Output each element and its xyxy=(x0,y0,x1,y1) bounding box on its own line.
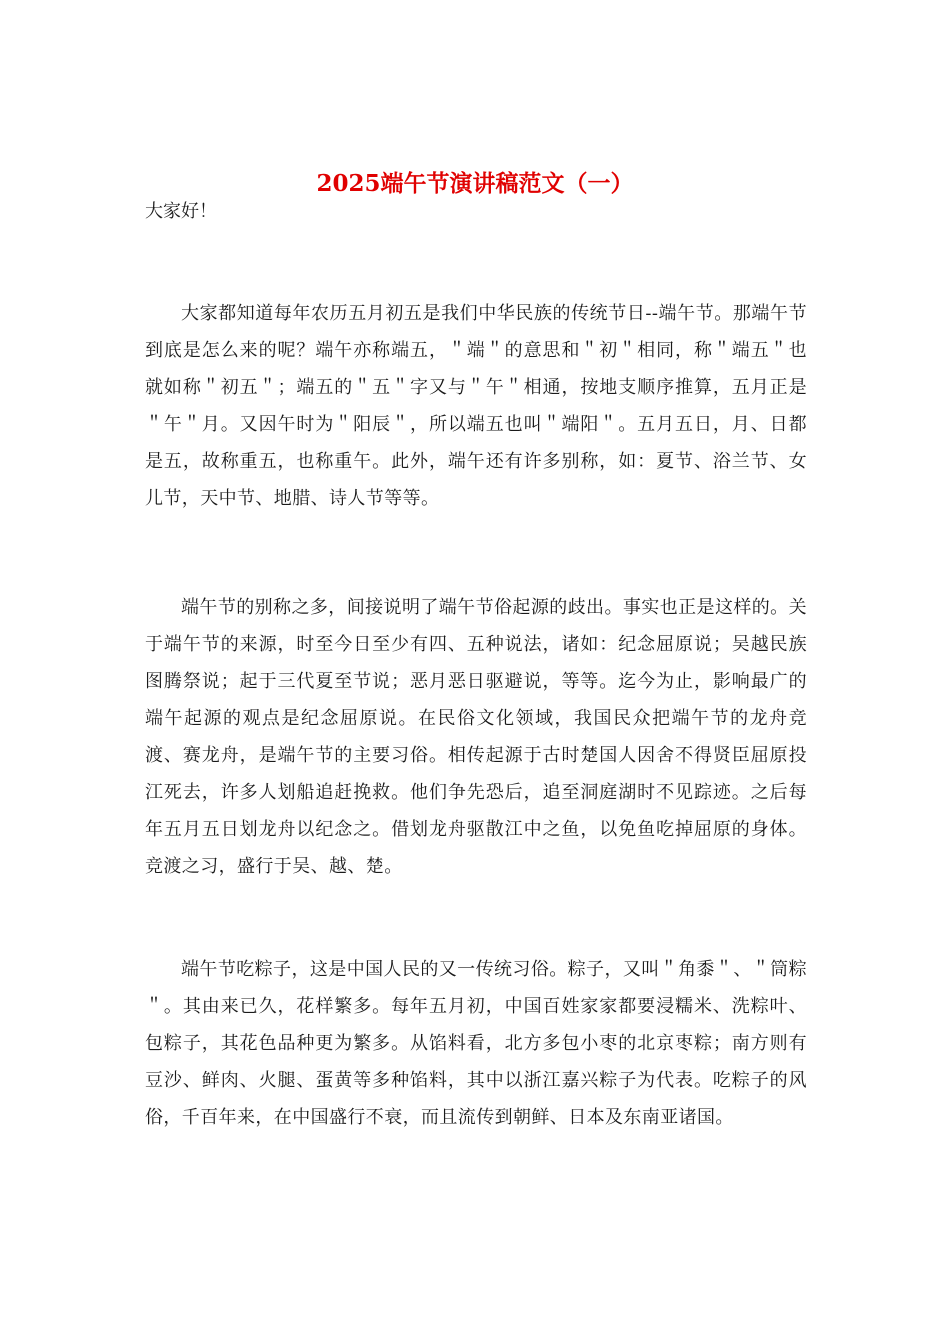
paragraph-origin: 大家都知道每年农历五月初五是我们中华民族的传统节日--端午节。那端午节到底是怎么来的呢？端午亦称端五，＂端＂的意思和＂初＂相同，称＂端五＂也就如称＂初五＂；端五的＂五＂字又与＂午＂相通，按地支顺序推算，五月正是＂午＂月。又因午时为＂阳辰＂，所以端五也叫＂端阳＂。五月五日，月、日都是五，故称重五，也称重午。此外，端午还有许多别称，如：夏节、浴兰节、女儿节，天中节、地腊、诗人节等等。 xyxy=(145,303,807,509)
page-title: 2025端午节演讲稿范文（一） xyxy=(316,170,634,198)
greeting: 大家好！ xyxy=(145,201,217,222)
paragraph-legends: 端午节的别称之多，间接说明了端午节俗起源的歧出。事实也正是这样的。关于端午节的来源，时至今日至少有四、五种说法，诸如：纪念屈原说；吴越民族图腾祭说；起于三代夏至节说；恶月恶日驱避说，等等。迄今为止，影响最广的端午起源的观点是纪念屈原说。在民俗文化领域，我国民众把端午节的龙舟竞渡、赛龙舟，是端午节的主要习俗。相传起源于古时楚国人因舍不得贤臣屈原投江死去，许多人划船追赶挽救。他们争先恐后，追至洞庭湖时不见踪迹。之后每年五月五日划龙舟以纪念之。借划龙舟驱散江中之鱼，以免鱼吃掉屈原的身体。竞渡之习，盛行于吴、越、楚。 xyxy=(145,597,807,877)
paragraph-zongzi: 端午节吃粽子，这是中国人民的又一传统习俗。粽子，又叫＂角黍＂、＂筒粽＂。其由来已久，花样繁多。每年五月初，中国百姓家家都要浸糯米、洗粽叶、包粽子，其花色品种更为繁多。从馅料看，北方多包小枣的北京枣粽；南方则有豆沙、鲜肉、火腿、蛋黄等多种馅料，其中以浙江嘉兴粽子为代表。吃粽子的风俗，千百年来，在中国盛行不衰，而且流传到朝鲜、日本及东南亚诸国。 xyxy=(145,959,807,1128)
